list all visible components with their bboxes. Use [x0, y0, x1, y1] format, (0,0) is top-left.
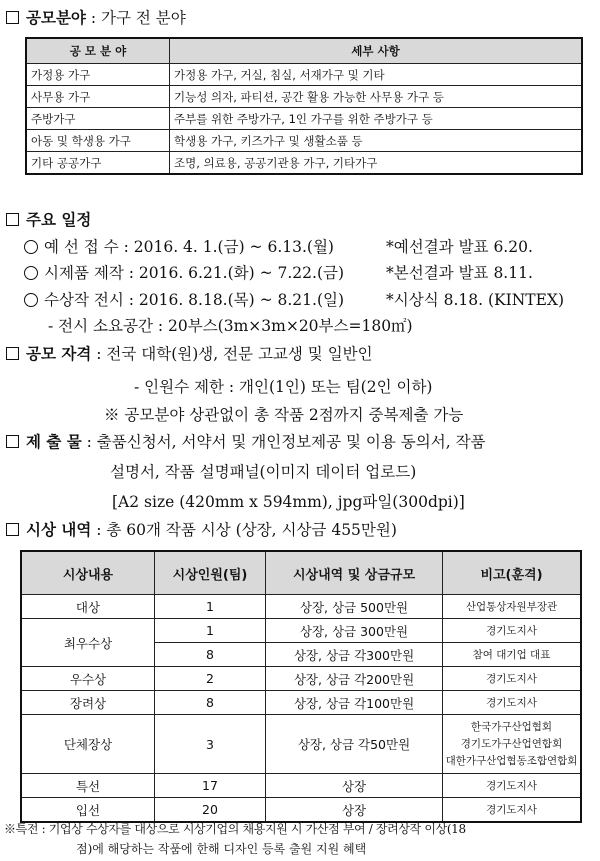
schedule-note: *예선결과 발표 6.20. — [386, 238, 533, 256]
table-row — [21, 595, 581, 619]
table-header: 공 모 분 야 — [26, 38, 170, 64]
table-cell-multi — [443, 715, 582, 774]
note-line: 한국가구산업협회 — [470, 720, 553, 733]
table-cell: 17 — [155, 774, 266, 798]
table-row — [21, 774, 581, 798]
table-cell: 3 — [155, 715, 266, 774]
table-cell: 경기도지사 — [443, 774, 582, 798]
table-header: 시상인원(팀) — [155, 551, 266, 595]
table-cell: 상장, 상금 각300만원 — [266, 643, 443, 667]
table-cell: 가정용 가구 — [26, 64, 170, 86]
table-cell: 8 — [155, 643, 266, 667]
table-row — [21, 691, 581, 715]
award-table — [20, 550, 582, 823]
table-header: 시상내역 및 상금규모 — [266, 551, 443, 595]
table-row — [26, 152, 582, 175]
footnote-line: ※특전 : 기업상 수상자를 대상으로 시상기업의 채용지원 시 가산점 부여 / 장려상작 이상(18 — [4, 822, 466, 836]
table-cell: 주방가구 — [26, 108, 170, 130]
table-cell: 최우수상 — [21, 619, 155, 667]
table-row — [26, 130, 582, 152]
checkbox-square-icon — [6, 435, 19, 448]
eligibility-limit: - 인원수 제한 : 개인(1인) 또는 팀(2인 이하) — [134, 378, 433, 396]
section-submission — [6, 430, 486, 452]
table-cell: 주부를 위한 주방가구, 1인 가구를 위한 주방가구 등 — [170, 108, 583, 130]
section-schedule — [6, 208, 91, 230]
schedule-item — [24, 235, 334, 257]
checkbox-square-icon — [6, 213, 19, 226]
table-cell: 산업통상자원부장관 — [443, 595, 582, 619]
table-header: 비고(훈격) — [443, 551, 582, 595]
table-cell: 경기도지사 — [443, 798, 582, 823]
table-cell: 조명, 의료용, 공공기관용 가구, 기타가구 — [170, 152, 583, 175]
table-row — [21, 667, 581, 691]
table-cell: 1 — [155, 595, 266, 619]
table-cell: 상장, 상금 각200만원 — [266, 667, 443, 691]
table-cell: 참여 대기업 대표 — [443, 643, 582, 667]
schedule-note: *시상식 8.18. (KINTEX) — [386, 291, 565, 309]
table-cell: 우수상 — [21, 667, 155, 691]
table-row — [21, 715, 581, 774]
section-title: 시상 내역 — [26, 521, 92, 539]
table-cell: 2 — [155, 667, 266, 691]
table-cell: 8 — [155, 691, 266, 715]
table-header: 세부 사항 — [170, 38, 583, 64]
table-cell: 상장 — [266, 774, 443, 798]
circle-bullet-icon — [24, 293, 38, 307]
table-cell: 장려상 — [21, 691, 155, 715]
table-cell: 상장, 상금 각50만원 — [266, 715, 443, 774]
checkbox-square-icon — [6, 11, 19, 24]
section-text: : 가구 전 분야 — [85, 9, 186, 27]
checkbox-square-icon — [6, 347, 19, 360]
schedule-item — [24, 288, 344, 310]
schedule-label: 시제품 제작 : 2016. 6.21.(화) ~ 7.22.(금) — [44, 264, 345, 282]
schedule-item — [24, 261, 344, 283]
table-cell: 상장, 상금 300만원 — [266, 619, 443, 643]
footnote-line: 점)에 해당하는 작품에 한해 디자인 등록 출원 지원 혜택 — [76, 842, 367, 856]
table-cell: 입선 — [21, 798, 155, 823]
exhibit-space: - 전시 소요공간 : 20부스(3m×3m×20부스=180㎡) — [48, 317, 413, 335]
field-table — [25, 37, 583, 175]
table-cell: 가정용 가구, 거실, 침실, 서재가구 및 기타 — [170, 64, 583, 86]
table-cell: 경기도지사 — [443, 619, 582, 643]
section-text: : 전국 대학(원)생, 전문 고교생 및 일반인 — [91, 345, 373, 363]
section-title: 공모 자격 — [26, 345, 92, 363]
table-cell: 상장, 상금 각100만원 — [266, 691, 443, 715]
section-title: 주요 일정 — [26, 211, 92, 229]
table-cell: 기타 공공가구 — [26, 152, 170, 175]
circle-bullet-icon — [24, 266, 38, 280]
table-header-row — [21, 551, 581, 595]
note-line: 경기도가구산업연합회 — [460, 737, 563, 750]
section-text: : 총 60개 작품 시상 (상장, 시상금 455만원) — [91, 521, 397, 539]
table-row — [26, 86, 582, 108]
submission-format: [A2 size (420mm x 594mm), jpg파일(300dpi)] — [112, 493, 465, 511]
schedule-label: 수상작 전시 : 2016. 8.18.(목) ~ 8.21.(일) — [44, 291, 345, 309]
table-cell: 경기도지사 — [443, 691, 582, 715]
note-line: 대한가구산업협동조합연합회 — [445, 754, 578, 767]
section-text: : 출품신청서, 서약서 및 개인정보제공 및 이용 동의서, 작품 — [81, 433, 486, 451]
table-cell: 기능성 의자, 파티션, 공간 활용 가능한 사무용 가구 등 — [170, 86, 583, 108]
circle-bullet-icon — [24, 240, 38, 254]
section-awards — [6, 518, 397, 540]
table-cell: 사무용 가구 — [26, 86, 170, 108]
checkbox-square-icon — [6, 523, 19, 536]
table-row — [21, 619, 581, 643]
section-eligibility — [6, 342, 373, 364]
section-field — [6, 6, 186, 28]
table-cell: 아동 및 학생용 가구 — [26, 130, 170, 152]
table-row — [26, 108, 582, 130]
table-cell: 1 — [155, 619, 266, 643]
section-title: 제 출 물 — [26, 433, 82, 451]
table-cell: 상장 — [266, 798, 443, 823]
table-cell: 상장, 상금 500만원 — [266, 595, 443, 619]
table-cell: 20 — [155, 798, 266, 823]
schedule-note: *본선결과 발표 8.11. — [386, 264, 533, 282]
table-cell: 단체장상 — [21, 715, 155, 774]
submission-line: 설명서, 작품 설명패널(이미지 데이터 업로드) — [110, 463, 417, 481]
table-cell: 경기도지사 — [443, 667, 582, 691]
schedule-label: 예 선 접 수 : 2016. 4. 1.(금) ~ 6.13.(월) — [44, 238, 334, 256]
eligibility-note: ※ 공모분야 상관없이 총 작품 2점까지 중복제출 가능 — [104, 406, 464, 424]
table-cell: 대상 — [21, 595, 155, 619]
table-cell: 학생용 가구, 키즈가구 및 생활소품 등 — [170, 130, 583, 152]
table-row — [21, 798, 581, 823]
table-header-row — [26, 38, 582, 64]
table-cell: 특선 — [21, 774, 155, 798]
section-title: 공모분야 — [26, 9, 86, 27]
table-header: 시상내용 — [21, 551, 155, 595]
table-row — [26, 64, 582, 86]
